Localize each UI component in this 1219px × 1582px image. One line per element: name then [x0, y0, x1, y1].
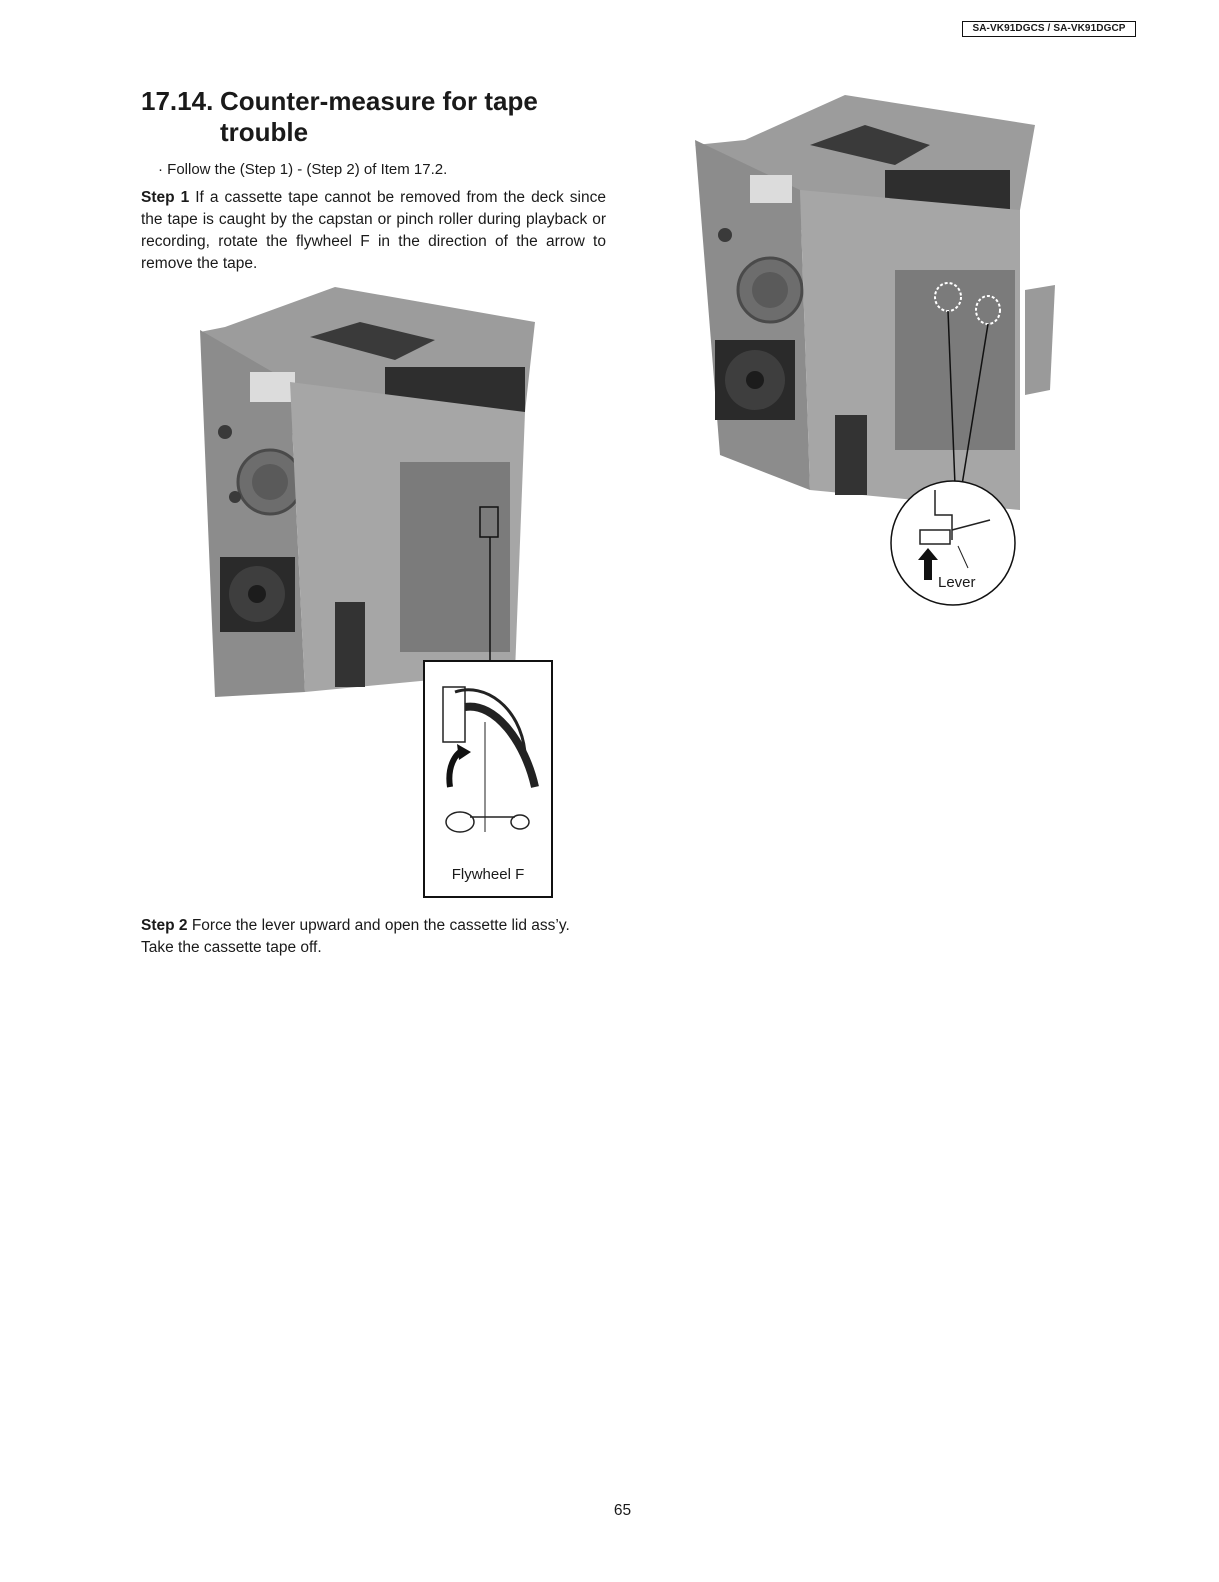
label-plate — [750, 175, 792, 203]
circuit-board — [400, 462, 510, 652]
step2-line1: Force the lever upward and open the cassette lid ass’y. — [191, 917, 570, 934]
model-number-header: SA-VK91DGCS / SA-VK91DGCP — [962, 21, 1136, 37]
label-plate — [250, 372, 295, 402]
flywheel-callout-label: Flywheel F — [451, 866, 525, 883]
page-number: 65 — [613, 1502, 632, 1519]
bullet-glyph: · — [158, 161, 163, 178]
step1-text: If a cassette tape cannot be removed from the deck since the tape is caught by the capstan or pinch roller during playback or recording, rotate the flywheel F in the direction of the arrow to remove the tape. — [141, 189, 606, 272]
figure-flywheel — [195, 282, 560, 902]
unit-photo-lever — [690, 90, 1065, 610]
flywheel-diagram — [425, 662, 551, 862]
lever-callout-label: Lever — [938, 574, 976, 591]
flywheel-callout — [423, 660, 553, 898]
section-title — [141, 86, 621, 148]
intro-text: Follow the (Step 1) - (Step 2) of Item 17.2. — [167, 161, 448, 178]
step1-label: Step 1 — [141, 189, 190, 206]
section-title-line2: trouble — [220, 117, 309, 147]
section-number: 17.14. — [141, 86, 214, 116]
step2-label: Step 2 — [141, 917, 188, 934]
section-title-line1: Counter-measure for tape — [220, 86, 538, 116]
step2-paragraph — [141, 915, 621, 959]
step1-paragraph — [141, 187, 606, 275]
figure-lever — [690, 90, 1065, 610]
step2-line2: Take the cassette tape off. — [141, 939, 322, 956]
speaker-terminal — [835, 415, 867, 495]
speaker-terminal — [335, 602, 365, 687]
intro-bullet-item — [158, 160, 447, 180]
circuit-board — [895, 270, 1015, 450]
